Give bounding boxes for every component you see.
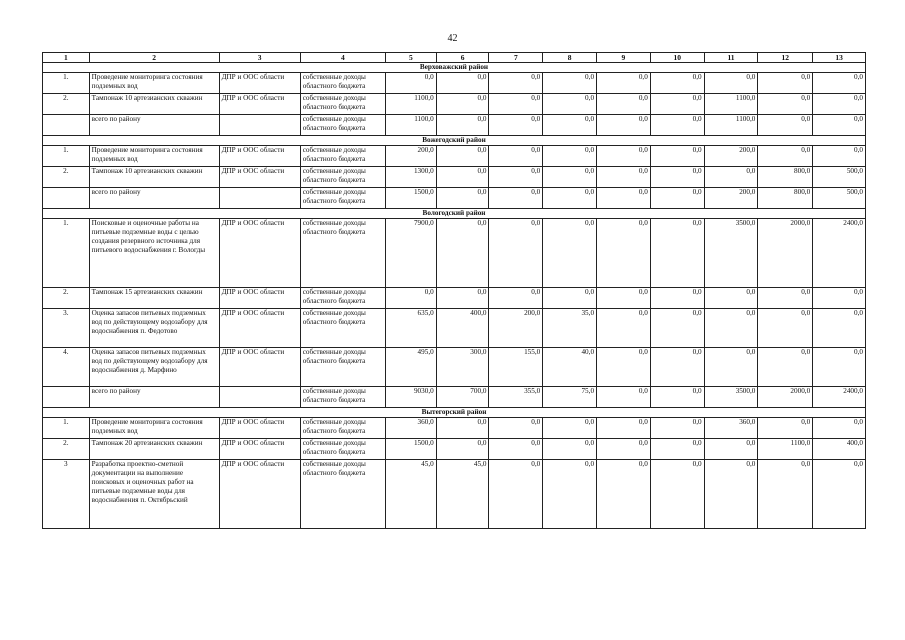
row-number	[43, 115, 90, 136]
amount-cell: 0,0	[385, 288, 436, 309]
amount-cell: 1300,0	[385, 167, 436, 188]
column-number: 11	[704, 53, 758, 63]
funding-source: собственные доходы областного бюджета	[300, 309, 385, 348]
amount-cell: 1100,0	[704, 94, 758, 115]
amount-cell: 2400,0	[813, 219, 866, 288]
amount-cell: 0,0	[704, 439, 758, 460]
executor: ДПР и ООС области	[219, 418, 300, 439]
executor: ДПР и ООС области	[219, 167, 300, 188]
column-number: 2	[89, 53, 219, 63]
column-number: 8	[543, 53, 597, 63]
column-number-row	[43, 53, 866, 63]
amount-cell: 0,0	[650, 188, 704, 209]
amount-cell: 700,0	[436, 387, 489, 408]
amount-cell: 635,0	[385, 309, 436, 348]
amount-cell: 500,0	[813, 167, 866, 188]
budget-table	[42, 52, 866, 529]
district-name: Вытегорский район	[43, 408, 866, 418]
measure-name: Тампонаж 20 артезианских скважин	[89, 439, 219, 460]
amount-cell: 1500,0	[385, 439, 436, 460]
funding-source: собственные доходы областного бюджета	[300, 146, 385, 167]
measure-name: Проведение мониторинга состояния подземных вод	[89, 418, 219, 439]
amount-cell: 0,0	[704, 348, 758, 387]
measure-name: Разработка проектно-сметной документации на выполнение поисковых и оценочных работ на питьевые подземные воды для водоснабжения п. Октябрьский	[89, 460, 219, 529]
funding-source: собственные доходы областного бюджета	[300, 167, 385, 188]
amount-cell: 0,0	[597, 460, 651, 529]
amount-cell: 0,0	[758, 288, 813, 309]
amount-cell: 0,0	[436, 439, 489, 460]
amount-cell: 800,0	[758, 188, 813, 209]
measure-name: Оценка запасов питьевых подземных вод по действующему водозабору для водоснабжения д. Марфино	[89, 348, 219, 387]
amount-cell: 0,0	[489, 288, 543, 309]
row-number: 3	[43, 460, 90, 529]
amount-cell: 0,0	[543, 167, 597, 188]
amount-cell: 0,0	[704, 288, 758, 309]
amount-cell: 0,0	[436, 418, 489, 439]
column-number: 9	[597, 53, 651, 63]
amount-cell: 0,0	[650, 94, 704, 115]
amount-cell: 0,0	[597, 309, 651, 348]
district-name: Вожегодский район	[43, 136, 866, 146]
amount-cell: 0,0	[650, 288, 704, 309]
row-number: 2.	[43, 94, 90, 115]
amount-cell: 0,0	[758, 460, 813, 529]
amount-cell: 0,0	[650, 387, 704, 408]
amount-cell: 0,0	[650, 219, 704, 288]
amount-cell: 0,0	[813, 418, 866, 439]
amount-cell: 0,0	[436, 73, 489, 94]
amount-cell: 0,0	[489, 219, 543, 288]
amount-cell: 0,0	[813, 115, 866, 136]
column-number: 3	[219, 53, 300, 63]
funding-source: собственные доходы областного бюджета	[300, 115, 385, 136]
amount-cell: 0,0	[758, 115, 813, 136]
amount-cell: 0,0	[650, 146, 704, 167]
measure-name: Проведение мониторинга состояния подземных вод	[89, 146, 219, 167]
amount-cell: 0,0	[597, 115, 651, 136]
funding-source: собственные доходы областного бюджета	[300, 460, 385, 529]
amount-cell: 0,0	[597, 167, 651, 188]
measure-row	[43, 348, 866, 387]
row-number	[43, 188, 90, 209]
amount-cell: 0,0	[813, 348, 866, 387]
amount-cell: 200,0	[385, 146, 436, 167]
executor: ДПР и ООС области	[219, 73, 300, 94]
row-number: 2.	[43, 288, 90, 309]
amount-cell: 0,0	[489, 94, 543, 115]
measure-name: всего по району	[89, 387, 219, 408]
row-number: 2.	[43, 167, 90, 188]
amount-cell: 0,0	[704, 73, 758, 94]
executor: ДПР и ООС области	[219, 439, 300, 460]
measure-name: Проведение мониторинга состояния подземных вод	[89, 73, 219, 94]
amount-cell: 0,0	[597, 73, 651, 94]
amount-cell: 200,0	[704, 188, 758, 209]
amount-cell: 0,0	[543, 288, 597, 309]
executor	[219, 115, 300, 136]
amount-cell: 0,0	[650, 439, 704, 460]
measure-row	[43, 288, 866, 309]
amount-cell: 45,0	[436, 460, 489, 529]
amount-cell: 0,0	[758, 309, 813, 348]
amount-cell: 0,0	[650, 73, 704, 94]
measure-row	[43, 73, 866, 94]
measure-name: Тампонаж 15 артезианских скважин	[89, 288, 219, 309]
amount-cell: 0,0	[489, 418, 543, 439]
amount-cell: 0,0	[597, 94, 651, 115]
column-number: 7	[489, 53, 543, 63]
amount-cell: 0,0	[597, 418, 651, 439]
column-number: 1	[43, 53, 90, 63]
amount-cell: 0,0	[813, 460, 866, 529]
measure-row	[43, 309, 866, 348]
amount-cell: 3500,0	[704, 387, 758, 408]
amount-cell: 0,0	[758, 146, 813, 167]
amount-cell: 0,0	[758, 94, 813, 115]
measure-name: Поисковые и оценочные работы на питьевые подземные воды с целью создания резервного источника для питьевого водоснабжения г. Вологды	[89, 219, 219, 288]
row-number: 1.	[43, 219, 90, 288]
amount-cell: 45,0	[385, 460, 436, 529]
amount-cell: 0,0	[813, 94, 866, 115]
amount-cell: 0,0	[597, 387, 651, 408]
amount-cell: 0,0	[758, 348, 813, 387]
amount-cell: 0,0	[650, 418, 704, 439]
measure-row	[43, 418, 866, 439]
executor	[219, 188, 300, 209]
column-number: 10	[650, 53, 704, 63]
amount-cell: 155,0	[489, 348, 543, 387]
amount-cell: 0,0	[597, 219, 651, 288]
amount-cell: 75,0	[543, 387, 597, 408]
executor: ДПР и ООС области	[219, 288, 300, 309]
amount-cell: 35,0	[543, 309, 597, 348]
amount-cell: 2000,0	[758, 387, 813, 408]
funding-source: собственные доходы областного бюджета	[300, 439, 385, 460]
measure-row	[43, 146, 866, 167]
amount-cell: 1100,0	[385, 94, 436, 115]
amount-cell: 0,0	[813, 288, 866, 309]
column-number: 13	[813, 53, 866, 63]
amount-cell: 355,0	[489, 387, 543, 408]
funding-source: собственные доходы областного бюджета	[300, 188, 385, 209]
measure-name: всего по району	[89, 188, 219, 209]
district-total-row	[43, 115, 866, 136]
amount-cell: 300,0	[436, 348, 489, 387]
district-total-row	[43, 387, 866, 408]
executor: ДПР и ООС области	[219, 94, 300, 115]
district-name: Вологодский район	[43, 209, 866, 219]
amount-cell: 0,0	[436, 94, 489, 115]
amount-cell: 0,0	[489, 188, 543, 209]
amount-cell: 0,0	[650, 348, 704, 387]
amount-cell: 1100,0	[704, 115, 758, 136]
measure-name: всего по району	[89, 115, 219, 136]
amount-cell: 0,0	[543, 439, 597, 460]
district-name: Верховажский район	[43, 63, 866, 73]
funding-source: собственные доходы областного бюджета	[300, 73, 385, 94]
district-header-row	[43, 136, 866, 146]
amount-cell: 360,0	[704, 418, 758, 439]
column-number: 4	[300, 53, 385, 63]
amount-cell: 495,0	[385, 348, 436, 387]
amount-cell: 0,0	[543, 146, 597, 167]
amount-cell: 0,0	[543, 460, 597, 529]
amount-cell: 400,0	[813, 439, 866, 460]
funding-source: собственные доходы областного бюджета	[300, 219, 385, 288]
amount-cell: 0,0	[650, 309, 704, 348]
amount-cell: 0,0	[650, 115, 704, 136]
amount-cell: 0,0	[597, 348, 651, 387]
measure-row	[43, 460, 866, 529]
measure-row	[43, 94, 866, 115]
page-number: 42	[447, 33, 458, 44]
amount-cell: 0,0	[543, 188, 597, 209]
executor: ДПР и ООС области	[219, 309, 300, 348]
column-number: 6	[436, 53, 489, 63]
funding-source: собственные доходы областного бюджета	[300, 387, 385, 408]
amount-cell: 0,0	[436, 115, 489, 136]
amount-cell: 0,0	[489, 146, 543, 167]
district-total-row	[43, 188, 866, 209]
amount-cell: 0,0	[813, 146, 866, 167]
amount-cell: 0,0	[489, 460, 543, 529]
funding-source: собственные доходы областного бюджета	[300, 418, 385, 439]
amount-cell: 800,0	[758, 167, 813, 188]
district-header-row	[43, 408, 866, 418]
row-number: 4.	[43, 348, 90, 387]
amount-cell: 0,0	[436, 167, 489, 188]
amount-cell: 0,0	[650, 460, 704, 529]
amount-cell: 40,0	[543, 348, 597, 387]
table-body	[43, 63, 866, 529]
amount-cell: 0,0	[543, 94, 597, 115]
amount-cell: 0,0	[597, 439, 651, 460]
executor: ДПР и ООС области	[219, 460, 300, 529]
amount-cell: 0,0	[489, 73, 543, 94]
funding-source: собственные доходы областного бюджета	[300, 288, 385, 309]
amount-cell: 0,0	[813, 73, 866, 94]
row-number: 1.	[43, 73, 90, 94]
amount-cell: 0,0	[758, 418, 813, 439]
amount-cell: 0,0	[543, 73, 597, 94]
amount-cell: 200,0	[704, 146, 758, 167]
executor: ДПР и ООС области	[219, 219, 300, 288]
measure-row	[43, 439, 866, 460]
amount-cell: 400,0	[436, 309, 489, 348]
amount-cell: 0,0	[543, 115, 597, 136]
amount-cell: 0,0	[704, 309, 758, 348]
row-number	[43, 387, 90, 408]
amount-cell: 9030,0	[385, 387, 436, 408]
amount-cell: 7900,0	[385, 219, 436, 288]
amount-cell: 0,0	[543, 219, 597, 288]
measure-name: Тампонаж 10 артезианских скважин	[89, 167, 219, 188]
amount-cell: 0,0	[489, 439, 543, 460]
amount-cell: 1100,0	[758, 439, 813, 460]
funding-source: собственные доходы областного бюджета	[300, 348, 385, 387]
column-number: 12	[758, 53, 813, 63]
row-number: 3.	[43, 309, 90, 348]
amount-cell: 0,0	[650, 167, 704, 188]
district-header-row	[43, 209, 866, 219]
amount-cell: 0,0	[489, 115, 543, 136]
amount-cell: 0,0	[758, 73, 813, 94]
amount-cell: 500,0	[813, 188, 866, 209]
row-number: 1.	[43, 146, 90, 167]
amount-cell: 2000,0	[758, 219, 813, 288]
district-header-row	[43, 63, 866, 73]
measure-row	[43, 219, 866, 288]
amount-cell: 0,0	[436, 288, 489, 309]
amount-cell: 0,0	[597, 288, 651, 309]
row-number: 1.	[43, 418, 90, 439]
amount-cell: 0,0	[489, 167, 543, 188]
amount-cell: 360,0	[385, 418, 436, 439]
funding-source: собственные доходы областного бюджета	[300, 94, 385, 115]
amount-cell: 200,0	[489, 309, 543, 348]
amount-cell: 0,0	[543, 418, 597, 439]
amount-cell: 0,0	[436, 188, 489, 209]
amount-cell: 1100,0	[385, 115, 436, 136]
executor: ДПР и ООС области	[219, 348, 300, 387]
amount-cell: 0,0	[436, 219, 489, 288]
amount-cell: 0,0	[704, 460, 758, 529]
amount-cell: 0,0	[436, 146, 489, 167]
measure-name: Оценка запасов питьевых подземных вод по действующему водозабору для водоснабжения п. Федотово	[89, 309, 219, 348]
column-number: 5	[385, 53, 436, 63]
amount-cell: 1500,0	[385, 188, 436, 209]
amount-cell: 0,0	[813, 309, 866, 348]
amount-cell: 0,0	[704, 167, 758, 188]
amount-cell: 3500,0	[704, 219, 758, 288]
row-number: 2.	[43, 439, 90, 460]
measure-row	[43, 167, 866, 188]
executor	[219, 387, 300, 408]
amount-cell: 0,0	[385, 73, 436, 94]
executor: ДПР и ООС области	[219, 146, 300, 167]
measure-name: Тампонаж 10 артезианских скважин	[89, 94, 219, 115]
amount-cell: 0,0	[597, 146, 651, 167]
amount-cell: 0,0	[597, 188, 651, 209]
amount-cell: 2400,0	[813, 387, 866, 408]
